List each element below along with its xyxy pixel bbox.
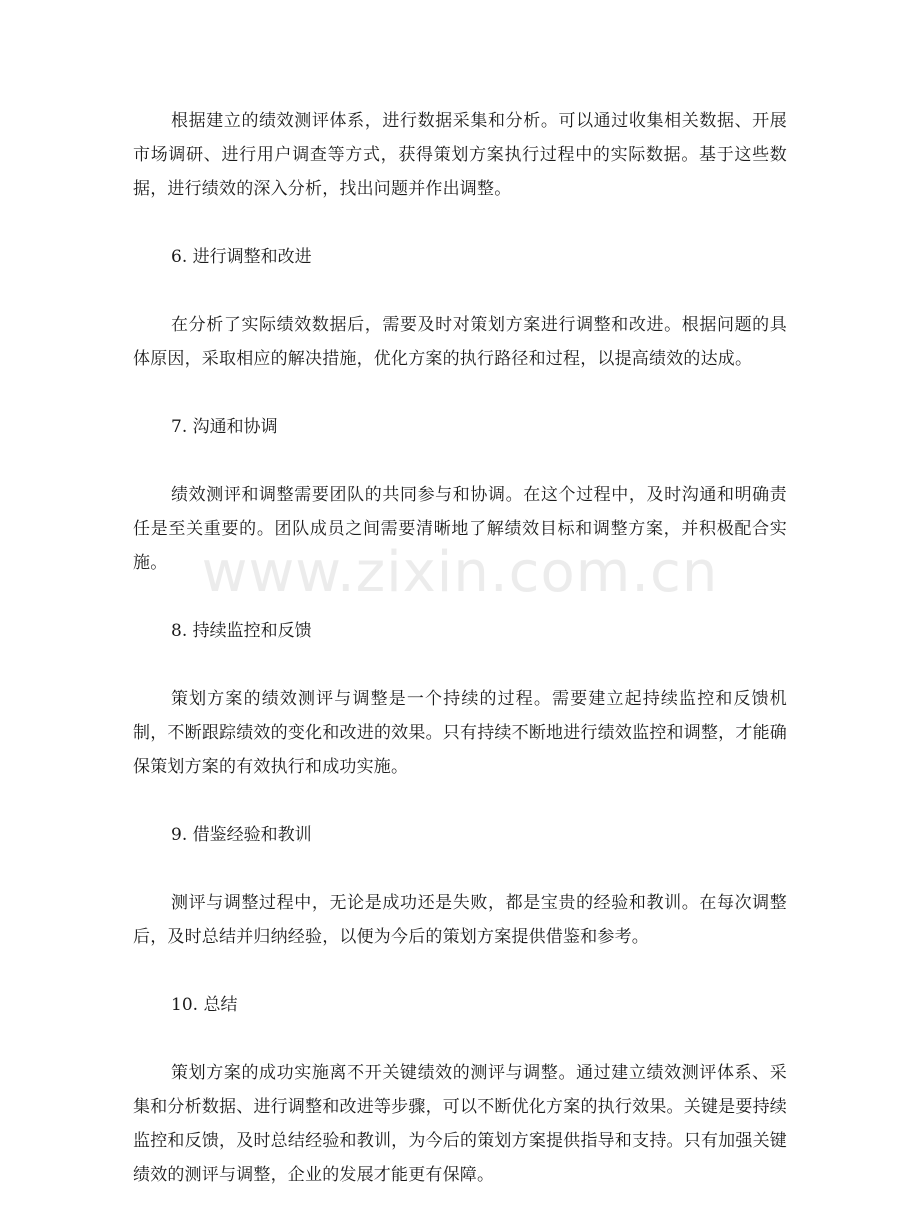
heading-monitoring: 8. 持续监控和反馈: [171, 621, 312, 641]
paragraph-communication: 绩效测评和调整需要团队的共同参与和协调。在这个过程中，及时沟通和明确责任是至关重要的。团队成员之间需要清晰地了解绩效目标和调整方案，并积极配合实施。: [133, 485, 787, 573]
heading-lessons: 9. 借鉴经验和教训: [171, 825, 312, 845]
paragraph-adjust-improve: 在分析了实际绩效数据后，需要及时对策划方案进行调整和改进。根据问题的具体原因，采取相应的解决措施，优化方案的执行路径和过程，以提高绩效的达成。: [133, 315, 787, 369]
heading-adjust-improve: 6. 进行调整和改进: [171, 247, 312, 267]
heading-communication: 7. 沟通和协调: [171, 417, 278, 437]
paragraph-data-analysis: 根据建立的绩效测评体系，进行数据采集和分析。可以通过收集相关数据、开展市场调研、进行用户调查等方式，获得策划方案执行过程中的实际数据。基于这些数据，进行绩效的深入分析，找出问题并作出调整。: [133, 111, 787, 199]
heading-summary: 10. 总结: [171, 995, 238, 1015]
document-body: [133, 104, 787, 1226]
paragraph-lessons: 测评与调整过程中，无论是成功还是失败，都是宝贵的经验和教训。在每次调整后，及时总结并归纳经验，以便为今后的策划方案提供借鉴和参考。: [133, 893, 787, 947]
paragraph-summary: 策划方案的成功实施离不开关键绩效的测评与调整。通过建立绩效测评体系、采集和分析数据、进行调整和改进等步骤，可以不断优化方案的执行效果。关键是要持续监控和反馈，及时总结经验和教训，为今后的策划方案提供指导和支持。只有加强关键绩效的测评与调整，企业的发展才能更有保障。: [133, 1063, 787, 1185]
watermark: www.zixin.com.cn: [201, 540, 719, 605]
paragraph-monitoring: 策划方案的绩效测评与调整是一个持续的过程。需要建立起持续监控和反馈机制，不断跟踪绩效的变化和改进的效果。只有持续不断地进行绩效监控和调整，才能确保策划方案的有效执行和成功实施。: [133, 689, 787, 777]
